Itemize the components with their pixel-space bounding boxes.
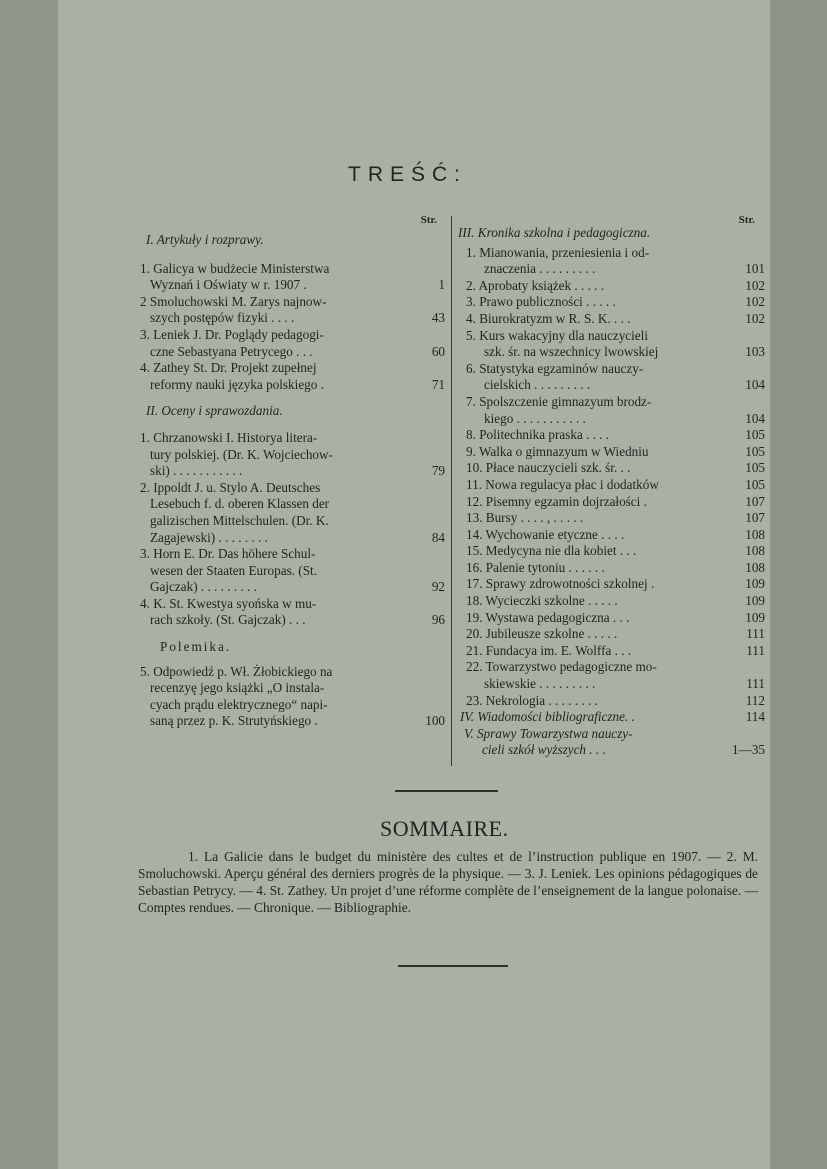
entry-text: ski) . . . . . . . . . . . bbox=[150, 463, 243, 479]
entry-text: 9. Walka o gimnazyum w Wiedniu bbox=[466, 443, 649, 459]
page-number: 102 bbox=[745, 310, 765, 326]
right-margin bbox=[770, 0, 827, 1169]
entry-text: znaczenia . . . . . . . . . bbox=[484, 261, 596, 277]
entry-text: reformy nauki języka polskiego . bbox=[150, 376, 324, 392]
list-item bbox=[458, 494, 765, 511]
page-number: 111 bbox=[746, 642, 765, 658]
section-items bbox=[140, 261, 445, 394]
entry-text: 23. Nekrologia . . . . . . . . bbox=[466, 692, 598, 708]
list-item bbox=[140, 664, 445, 730]
list-item bbox=[458, 543, 765, 560]
page-number: 109 bbox=[745, 576, 765, 592]
entry-text: cieli szkół wyższych . . . bbox=[482, 742, 606, 758]
divider bbox=[398, 965, 508, 967]
page-number: 108 bbox=[745, 543, 765, 559]
list-item bbox=[458, 245, 765, 278]
list-item bbox=[458, 361, 765, 394]
section-heading: I. Artykuły i rozprawy. bbox=[146, 232, 264, 247]
entry-text: 5. Odpowiedź p. Wł. Żłobickiego na bbox=[140, 663, 333, 679]
page-number: 105 bbox=[745, 476, 765, 492]
entry-text: 20. Jubileusze szkolne . . . . . bbox=[466, 626, 618, 642]
entry-text: 12. Pisemny egzamin dojrzałości . bbox=[466, 493, 647, 509]
page-number: 102 bbox=[745, 294, 765, 310]
section-items bbox=[140, 430, 445, 629]
section-items bbox=[458, 245, 765, 710]
page-number: 105 bbox=[745, 460, 765, 476]
page-number: 1—35 bbox=[732, 742, 765, 758]
entry-text: 4. K. St. Kwestya syońska w mu- bbox=[140, 595, 317, 611]
entry-text: 13. Bursy . . . . , . . . . . bbox=[466, 510, 584, 526]
entry-text: szych postępów fizyki . . . . bbox=[150, 310, 295, 326]
entry-text: IV. Wiadomości bibliograficzne. . bbox=[460, 709, 635, 725]
entry-text: 21. Fundacya im. E. Wolffa . . . bbox=[466, 642, 632, 658]
entry-text: Wyznań i Oświaty w r. 1907 . bbox=[150, 277, 307, 293]
entry-text: 11. Nowa regulacya płac i dodatków bbox=[466, 476, 659, 492]
page-number: 43 bbox=[431, 310, 445, 326]
list-item bbox=[458, 394, 765, 427]
page-number: 108 bbox=[745, 526, 765, 542]
page-column-header: Str. bbox=[420, 214, 437, 226]
entry-text: recenzyę jego książki „O instala- bbox=[150, 680, 325, 696]
list-item bbox=[458, 527, 765, 544]
entry-text: 14. Wychowanie etyczne . . . . bbox=[466, 526, 625, 542]
section-heading: III. Kronika szkolna i pedagogiczna. bbox=[458, 225, 651, 240]
page-number: 102 bbox=[745, 277, 765, 293]
list-item bbox=[458, 278, 765, 295]
page-number: 114 bbox=[745, 709, 765, 725]
list-item bbox=[140, 360, 445, 393]
entry-text: 1. Chrzanowski I. Historya litera- bbox=[140, 429, 318, 445]
list-item bbox=[458, 693, 765, 710]
entry-text: 18. Wycieczki szkolne . . . . . bbox=[466, 593, 618, 609]
entry-text: 10. Płace nauczycieli szk. śr. . . bbox=[466, 460, 631, 476]
entry-text: 8. Politechnika praska . . . . bbox=[466, 427, 610, 443]
section-heading: II. Oceny i sprawozdania. bbox=[146, 403, 283, 419]
list-item bbox=[458, 726, 765, 759]
entry-text: szk. śr. na wszechnicy lwowskiej bbox=[484, 344, 659, 360]
contents-left-column bbox=[140, 212, 445, 730]
entry-text: 22. Towarzystwo pedagogiczne mo- bbox=[466, 659, 657, 675]
entry-text: 6. Statystyka egzaminów nauczy- bbox=[466, 360, 644, 376]
entry-text: cyach prądu elektrycznego“ napi- bbox=[150, 696, 328, 712]
page-number: 101 bbox=[745, 261, 765, 277]
page-number: 112 bbox=[745, 692, 765, 708]
entry-text: 19. Wystawa pedagogiczna . . . bbox=[466, 609, 630, 625]
entry-text: kiego . . . . . . . . . . . bbox=[484, 410, 586, 426]
list-item bbox=[140, 480, 445, 546]
page-number: 111 bbox=[746, 676, 765, 692]
entry-text: cielskich . . . . . . . . . bbox=[484, 377, 591, 393]
list-item bbox=[458, 626, 765, 643]
entry-text: czne Sebastyana Petrycego . . . bbox=[150, 343, 313, 359]
list-item bbox=[458, 460, 765, 477]
entry-text: 3. Leniek J. Dr. Poglądy pedagogi- bbox=[140, 326, 324, 342]
entry-text: saną przez p. K. Strutyńskiego . bbox=[150, 713, 318, 729]
entry-text: Zagajewski) . . . . . . . . bbox=[150, 529, 268, 545]
page-title: TREŚĆ: bbox=[348, 163, 468, 186]
left-margin bbox=[0, 0, 58, 1169]
page-number: 100 bbox=[425, 713, 445, 729]
entry-text: 1. Galicya w budżecie Ministerstwa bbox=[140, 260, 330, 276]
list-item bbox=[458, 659, 765, 692]
contents-right-column bbox=[458, 212, 765, 759]
list-item bbox=[458, 560, 765, 577]
entry-text: wesen der Staaten Europas. (St. bbox=[150, 562, 317, 578]
entry-text: 4. Zathey St. Dr. Projekt zupełnej bbox=[140, 360, 317, 376]
list-item bbox=[140, 596, 445, 629]
page-number: 103 bbox=[745, 344, 765, 360]
divider bbox=[395, 790, 498, 792]
list-item bbox=[458, 477, 765, 494]
page-number: 111 bbox=[746, 626, 765, 642]
entry-text: Gajczak) . . . . . . . . . bbox=[150, 579, 257, 595]
page-number: 84 bbox=[431, 529, 445, 545]
summary-title: SOMMAIRE. bbox=[380, 816, 509, 841]
entry-text: 2 Smoluchowski M. Zarys najnow- bbox=[140, 293, 327, 309]
list-item bbox=[140, 546, 445, 596]
page-number: 71 bbox=[431, 376, 445, 392]
entry-text: 3. Prawo publiczności . . . . . bbox=[466, 294, 616, 310]
page-number: 92 bbox=[431, 579, 445, 595]
list-item bbox=[458, 294, 765, 311]
page-number: 105 bbox=[745, 427, 765, 443]
entry-text: 2. Aprobaty książek . . . . . bbox=[466, 277, 605, 293]
list-item bbox=[140, 430, 445, 480]
subsection-heading: Polemika. bbox=[160, 639, 232, 655]
page-number: 104 bbox=[745, 410, 765, 426]
list-item bbox=[140, 327, 445, 360]
list-item bbox=[458, 444, 765, 461]
column-divider bbox=[451, 216, 452, 766]
entry-text: galizischen Mittelschulen. (Dr. K. bbox=[150, 512, 329, 528]
list-item bbox=[140, 261, 445, 294]
list-item bbox=[458, 576, 765, 593]
page-column-header: Str. bbox=[738, 214, 755, 226]
page-number: 109 bbox=[745, 593, 765, 609]
list-item bbox=[458, 328, 765, 361]
page-number: 107 bbox=[745, 510, 765, 526]
entry-text: 5. Kurs wakacyjny dla nauczycieli bbox=[466, 327, 648, 343]
list-item bbox=[140, 294, 445, 327]
page-number: 60 bbox=[431, 343, 445, 359]
page-number: 79 bbox=[431, 463, 445, 479]
entry-text: rach szkoły. (St. Gajczak) . . . bbox=[150, 612, 306, 628]
list-item bbox=[458, 510, 765, 527]
entry-text: 1. Mianowania, przeniesienia i od- bbox=[466, 244, 650, 260]
entry-text: 15. Medycyna nie dla kobiet . . . bbox=[466, 543, 637, 559]
page-number: 104 bbox=[745, 377, 765, 393]
list-item bbox=[458, 427, 765, 444]
entry-text: tury polskiej. (Dr. K. Wojciechow- bbox=[150, 446, 333, 462]
entry-text: skiewskie . . . . . . . . . bbox=[484, 676, 596, 692]
section-items bbox=[140, 664, 445, 730]
entry-text: Lesebuch f. d. oberen Klassen der bbox=[150, 496, 330, 512]
list-item bbox=[458, 311, 765, 328]
page-number: 109 bbox=[745, 609, 765, 625]
page-number: 108 bbox=[745, 559, 765, 575]
list-item bbox=[458, 643, 765, 660]
entry-text: 16. Palenie tytoniu . . . . . . bbox=[466, 559, 605, 575]
summary-text: 1. La Galicie dans le budget du ministère des cultes et de l’instruction publique en 1907. — 2. M. Smoluchowski. Aperçu général des derniers progrès de la physique. — 3. J. Leniek. Les opinions pédagogiques de Sebastian Petrycy. — 4. St. Zathey. Un projet d’une réforme complète de l’enseignement de la langue polonaise. — Comptes rendues. — Chronique. — Bibliographie. bbox=[138, 849, 758, 915]
page-number: 1 bbox=[438, 277, 445, 293]
entry-text: V. Sprawy Towarzystwa nauczy- bbox=[464, 725, 633, 741]
page-number: 96 bbox=[431, 612, 445, 628]
entry-text: 17. Sprawy zdrowotności szkolnej . bbox=[466, 576, 655, 592]
entry-text: 7. Spolszczenie gimnazyum brodz- bbox=[466, 393, 652, 409]
entry-text: 4. Biurokratyzm w R. S. K. . . . bbox=[466, 310, 631, 326]
entry-text: 3. Horn E. Dr. Das höhere Schul- bbox=[140, 546, 316, 562]
list-item bbox=[458, 593, 765, 610]
entry-text: 2. Ippoldt J. u. Stylo A. Deutsches bbox=[140, 479, 321, 495]
page-number: 107 bbox=[745, 493, 765, 509]
list-item bbox=[458, 709, 765, 726]
list-item bbox=[458, 610, 765, 627]
page-number: 105 bbox=[745, 443, 765, 459]
